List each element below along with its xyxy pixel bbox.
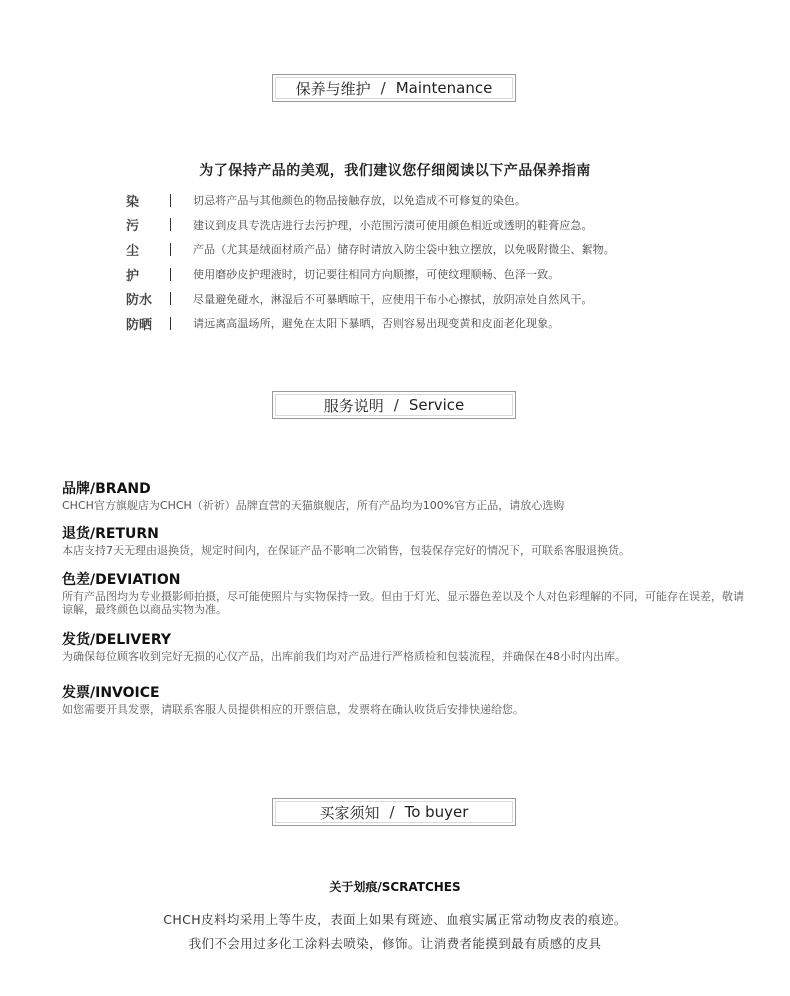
divider <box>170 218 171 231</box>
care-item-label: 防水 <box>126 293 153 309</box>
care-item-text: 切忌将产品与其他颜色的物品接触存放，以免造成不可修复的染色。 <box>193 194 526 208</box>
buyer-section-title <box>272 798 516 826</box>
divider <box>170 292 171 305</box>
buyer-title-en: To buyer <box>404 803 469 821</box>
service-item-heading: 发货/DELIVERY <box>62 632 171 648</box>
divider <box>170 317 171 330</box>
care-item-dust <box>126 237 615 262</box>
service-item-heading: 退货/RETURN <box>62 526 159 542</box>
care-item-label: 防晒 <box>126 317 153 333</box>
service-item-body: 如您需要开具发票，请联系客服人员提供相应的开票信息，发票将在确认收货后安排快递给您。 <box>62 703 524 716</box>
maintenance-intro: 为了保持产品的美观，我们建议您仔细阅读以下产品保养指南 <box>199 163 591 179</box>
service-item-heading: 品牌/BRAND <box>62 481 151 497</box>
service-title-en: Service <box>408 396 465 414</box>
care-item-sunproof <box>126 311 615 336</box>
care-item-waterproof <box>126 286 615 311</box>
care-item-label: 污 <box>126 219 140 235</box>
care-item-stain <box>126 213 615 238</box>
service-item-invoice <box>62 684 752 716</box>
service-item-body: 为确保每位顾客收到完好无损的心仪产品，出库前我们均对产品进行严格质检和包装流程，并确保在48小时内出库。 <box>62 650 626 663</box>
care-item-text: 尽量避免碰水，淋湿后不可暴晒晾干，应使用干布小心擦拭，放阴凉处自然风干。 <box>193 292 593 306</box>
care-item-label: 护 <box>126 268 140 284</box>
care-item-dye <box>126 188 615 213</box>
scratches-text-line: 我们不会用过多化工涂料去喷染，修饰。让消费者能摸到最有质感的皮具 <box>188 936 602 951</box>
service-item-return <box>62 525 752 557</box>
care-item-text: 产品（尤其是绒面材质产品）储存时请放入防尘袋中独立摆放，以免吸附微尘、絮物。 <box>193 243 615 257</box>
service-item-heading: 色差/DEVIATION <box>62 572 181 588</box>
service-title-separator: / <box>393 396 399 414</box>
care-item-text: 使用磨砂皮护理液时，切记要往相同方向顺擦，可使纹理顺畅、色泽一致。 <box>193 268 560 282</box>
care-item-text: 请远离高温场所，避免在太阳下暴晒，否则容易出现变黄和皮面老化现象。 <box>193 317 560 331</box>
divider <box>170 268 171 281</box>
buyer-title-cn: 买家须知 <box>319 803 380 822</box>
scratches-heading: 关于划痕/SCRATCHES <box>329 880 461 894</box>
service-item-deviation <box>62 571 752 616</box>
service-item-heading: 发票/INVOICE <box>62 685 160 701</box>
care-guide-list <box>126 188 615 336</box>
care-item-label: 尘 <box>126 243 140 259</box>
service-item-body: CHCH官方旗舰店为CHCH（祈祈）品牌直营的天猫旗舰店，所有产品均为100%官方正品，请放心选购 <box>62 499 565 512</box>
divider <box>170 243 171 256</box>
maintenance-title-en: Maintenance <box>395 79 493 97</box>
maintenance-title-cn: 保养与维护 <box>295 79 371 98</box>
divider <box>170 194 171 207</box>
maintenance-title-separator: / <box>380 79 386 97</box>
care-item-protect <box>126 262 615 287</box>
service-title-cn: 服务说明 <box>323 396 384 415</box>
care-item-text: 建议到皮具专洗店进行去污护理，小范围污渍可使用颜色相近或透明的鞋膏应急。 <box>193 218 593 232</box>
service-item-brand <box>62 480 752 512</box>
service-item-body: 本店支持7天无理由退换货，规定时间内，在保证产品不影响二次销售，包装保存完好的情况下，可联系客服退换货。 <box>62 544 630 557</box>
service-section-title <box>272 391 516 419</box>
service-item-body: 所有产品图均为专业摄影师拍摄，尽可能使照片与实物保持一致。但由于灯光、显示器色差以及个人对色彩理解的不同，可能存在误差，敬请谅解，最终颜色以商品实物为准。 <box>62 590 744 616</box>
care-item-label: 染 <box>126 194 140 210</box>
service-item-delivery <box>62 631 752 663</box>
scratches-text-line: CHCH皮料均采用上等牛皮，表面上如果有斑迹、血痕实属正常动物皮表的痕迹。 <box>163 912 627 927</box>
maintenance-section-title <box>272 74 516 102</box>
buyer-title-separator: / <box>389 803 395 821</box>
